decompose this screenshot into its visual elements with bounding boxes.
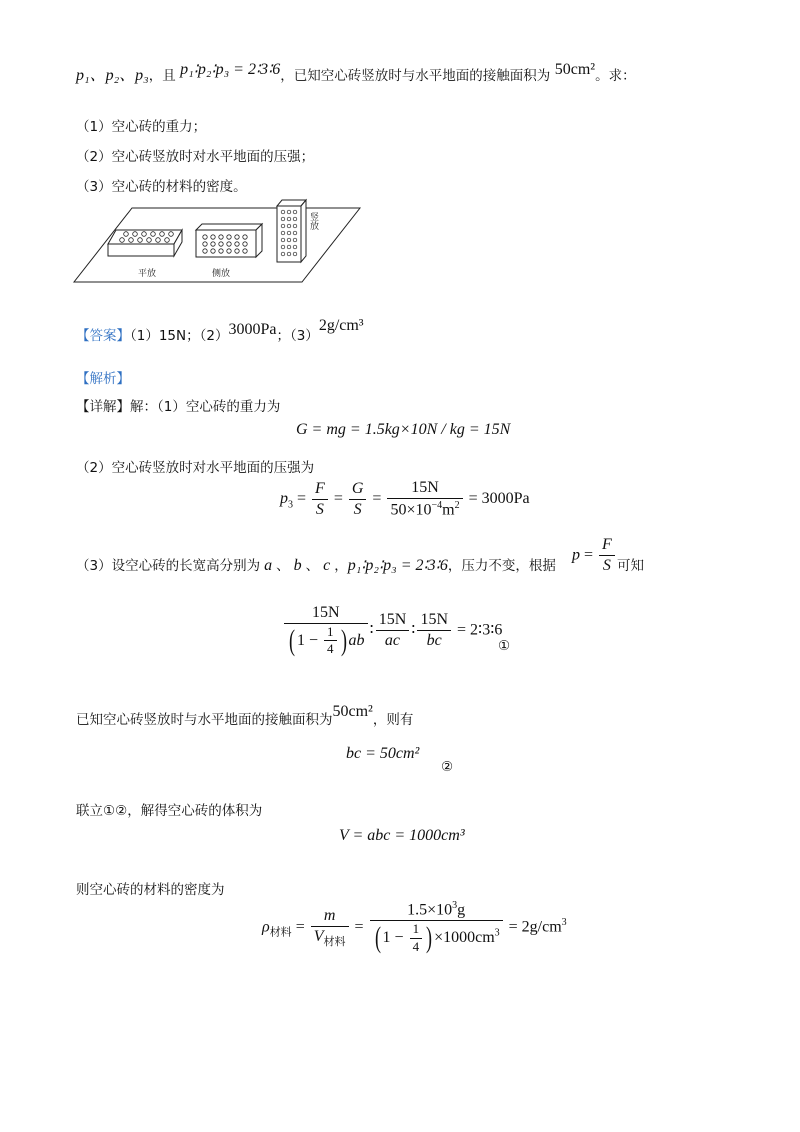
contact-area: 50cm²	[554, 61, 596, 78]
brick-figure	[72, 196, 362, 288]
answer-part3: ；（3）	[276, 328, 319, 344]
marker-2: ②	[441, 759, 454, 775]
equation-volume: V = abc = 1000cm³	[339, 827, 465, 844]
intro-line	[76, 62, 636, 85]
detail-text3b: ，压力不变，根据	[447, 558, 556, 574]
label-side: 侧放	[212, 269, 231, 279]
answer-tag: 【答案】	[76, 328, 130, 344]
detail-text5: 联立①②，解得空心砖的体积为	[76, 803, 263, 819]
equation-bc: bc = 50cm²	[346, 745, 420, 762]
detail-tag: 【详解】	[76, 399, 130, 415]
flat-brick	[108, 230, 182, 256]
upright-brick	[277, 200, 306, 262]
detail-text2: （2）空心砖竖放时对水平地面的压强为	[76, 460, 315, 476]
equation-ratio: 15N ( 1 − $\frac{1}{4}$ ) ab ∶ $\frac{15N}{ac}$ ∶ $\frac{15N}{bc}$ = 2∶3∶6	[282, 603, 502, 658]
answer-pressure: 3000Pa	[228, 321, 277, 338]
intro-qie: ，且	[148, 68, 176, 84]
detail-text4b: ，则有	[372, 712, 414, 728]
equation-density: $\rho_{材料}$ = $\frac{m}{V_{材料}}$ = $1.5\times 10^3g$ ( 1 − $\frac{1}{4}$ ) $\times 1000cm^3$ = $2g/cm^3$	[262, 900, 567, 955]
pressure-ratio: p₁∶p₂∶p₃ = 2∶3∶6	[180, 61, 281, 78]
detail-line4	[76, 703, 414, 729]
detail-text3c: 可知	[617, 558, 644, 574]
intro-end: 。求：	[595, 68, 636, 84]
detail-line3: （3）设空心砖的长宽高分别为 a 、 b 、 c ，p₁∶p₂∶p₃ = 2∶3∶6，压力不变，根据	[76, 557, 556, 574]
contact-area-repeat: 50cm²	[332, 703, 373, 720]
analysis-tag: 【解析】	[76, 371, 130, 387]
v-subscript: 材料	[323, 936, 346, 949]
formula-pressure: p = $\frac{F}{S}$	[572, 535, 617, 577]
rho-subscript: 材料	[269, 926, 292, 939]
side-brick	[196, 224, 262, 257]
answer-line	[76, 317, 364, 345]
ratio-repeat: p₁∶p₂∶p₃ = 2∶3∶6	[347, 557, 448, 574]
question-1: （1）空心砖的重力；	[76, 119, 207, 135]
answer-density: 2g/cm³	[318, 317, 364, 334]
question-3: （3）空心砖的材料的密度。	[76, 179, 247, 195]
label-upright: 竖放	[308, 212, 318, 230]
question-2: （2）空心砖竖放时对水平地面的压强；	[76, 149, 315, 165]
label-flat: 平放	[138, 269, 157, 279]
detail-line1	[76, 395, 280, 415]
equation-pressure: $p_3$ = $\frac{F}{S}$ = $\frac{G}{S}$ = $\frac{15N}{50\times 10^{-4}m^2}$ = 3000Pa	[280, 479, 530, 519]
detail-text6: 则空心砖的材料的密度为	[76, 882, 225, 898]
marker-1: ①	[498, 638, 511, 654]
equation-gravity: G = mg = 1.5kg×10N / kg = 15N	[296, 421, 511, 438]
answer-part1: （1）15N；（2）	[130, 328, 229, 344]
detail-text1: 解：（1）空心砖的重力为	[130, 399, 281, 415]
detail-text3a: （3）设空心砖的长宽高分别为	[76, 558, 261, 574]
detail-text4: 已知空心砖竖放时与水平地面的接触面积为	[76, 712, 333, 728]
intro-text: ，已知空心砖竖放时与水平地面的接触面积为	[280, 68, 551, 84]
pressure-vars: p₁、p₂、p₃	[76, 67, 149, 84]
